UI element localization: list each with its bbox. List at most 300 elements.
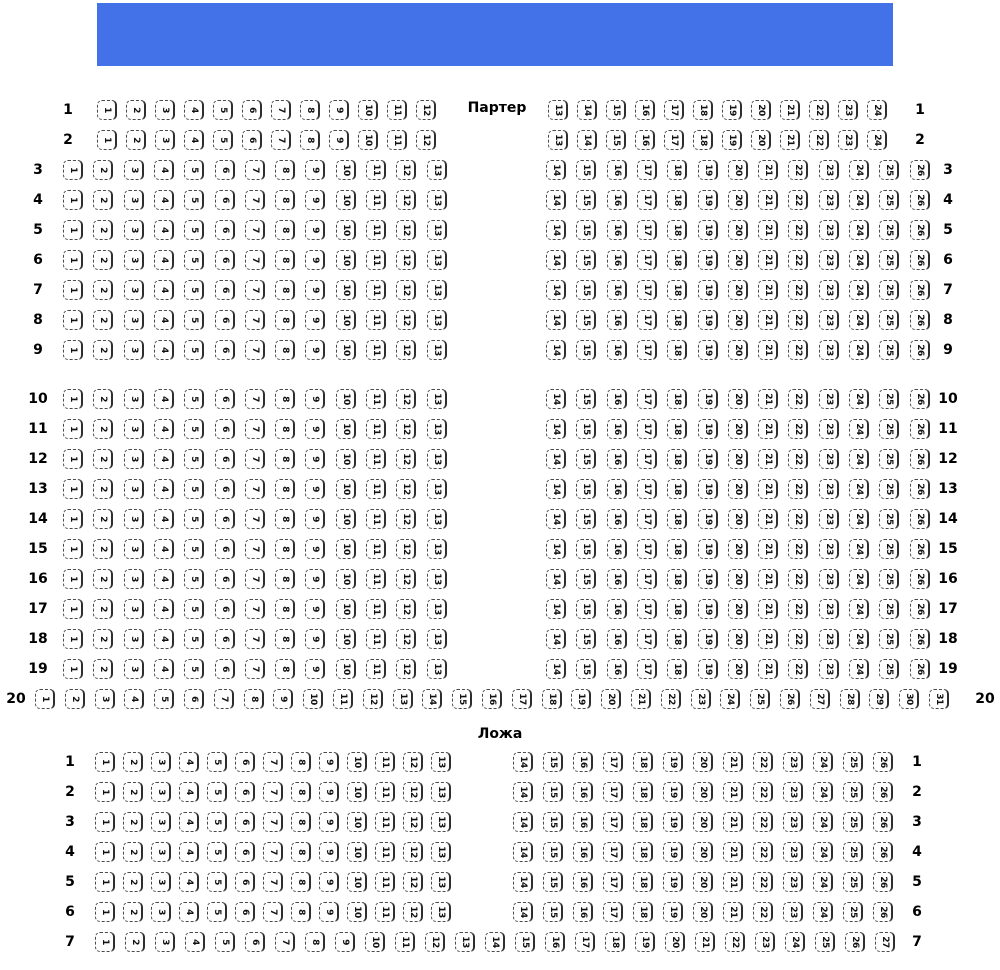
seat[interactable] xyxy=(576,220,596,240)
seat[interactable] xyxy=(427,280,447,300)
seat[interactable] xyxy=(758,190,778,210)
seat[interactable] xyxy=(275,509,295,529)
seat[interactable] xyxy=(93,449,113,469)
seat[interactable] xyxy=(215,659,235,679)
seat[interactable] xyxy=(631,689,651,709)
seat[interactable] xyxy=(63,250,83,270)
seat[interactable] xyxy=(843,902,863,922)
seat[interactable] xyxy=(366,190,386,210)
seat[interactable] xyxy=(93,310,113,330)
seat[interactable] xyxy=(723,752,743,772)
seat[interactable] xyxy=(546,659,566,679)
seat[interactable] xyxy=(275,220,295,240)
seat[interactable] xyxy=(879,599,899,619)
seat[interactable] xyxy=(633,872,653,892)
seat[interactable] xyxy=(758,340,778,360)
seat[interactable] xyxy=(758,659,778,679)
seat[interactable] xyxy=(840,689,860,709)
seat[interactable] xyxy=(366,220,386,240)
seat[interactable] xyxy=(819,539,839,559)
seat[interactable] xyxy=(396,449,416,469)
seat[interactable] xyxy=(722,130,742,150)
seat[interactable] xyxy=(336,509,356,529)
seat[interactable] xyxy=(93,389,113,409)
seat[interactable] xyxy=(245,599,265,619)
seat[interactable] xyxy=(93,509,113,529)
seat[interactable] xyxy=(607,310,627,330)
seat[interactable] xyxy=(396,250,416,270)
seat[interactable] xyxy=(275,539,295,559)
seat[interactable] xyxy=(245,509,265,529)
seat[interactable] xyxy=(633,902,653,922)
seat[interactable] xyxy=(124,599,144,619)
seat[interactable] xyxy=(873,752,893,772)
seat[interactable] xyxy=(124,220,144,240)
seat[interactable] xyxy=(813,842,833,862)
seat[interactable] xyxy=(843,872,863,892)
seat[interactable] xyxy=(633,782,653,802)
seat[interactable] xyxy=(213,130,233,150)
seat[interactable] xyxy=(607,479,627,499)
seat[interactable] xyxy=(667,310,687,330)
seat[interactable] xyxy=(667,569,687,589)
seat[interactable] xyxy=(867,130,887,150)
seat[interactable] xyxy=(576,539,596,559)
seat[interactable] xyxy=(783,902,803,922)
seat[interactable] xyxy=(263,752,283,772)
seat[interactable] xyxy=(758,280,778,300)
seat[interactable] xyxy=(577,130,597,150)
seat[interactable] xyxy=(758,479,778,499)
seat[interactable] xyxy=(576,280,596,300)
seat[interactable] xyxy=(366,539,386,559)
seat[interactable] xyxy=(758,449,778,469)
seat[interactable] xyxy=(305,340,325,360)
seat[interactable] xyxy=(546,479,566,499)
seat[interactable] xyxy=(758,310,778,330)
seat[interactable] xyxy=(637,629,657,649)
seat[interactable] xyxy=(124,340,144,360)
seat[interactable] xyxy=(664,100,684,120)
seat[interactable] xyxy=(691,689,711,709)
seat[interactable] xyxy=(396,160,416,180)
seat[interactable] xyxy=(242,100,262,120)
seat[interactable] xyxy=(633,842,653,862)
seat[interactable] xyxy=(396,659,416,679)
seat[interactable] xyxy=(576,310,596,330)
seat[interactable] xyxy=(207,812,227,832)
seat[interactable] xyxy=(849,629,869,649)
seat[interactable] xyxy=(333,689,353,709)
seat[interactable] xyxy=(728,310,748,330)
seat[interactable] xyxy=(753,752,773,772)
seat[interactable] xyxy=(783,752,803,772)
seat[interactable] xyxy=(758,419,778,439)
seat[interactable] xyxy=(155,130,175,150)
seat[interactable] xyxy=(879,659,899,679)
seat[interactable] xyxy=(154,310,174,330)
seat[interactable] xyxy=(698,449,718,469)
seat[interactable] xyxy=(783,842,803,862)
seat[interactable] xyxy=(546,539,566,559)
seat[interactable] xyxy=(427,220,447,240)
seat[interactable] xyxy=(573,782,593,802)
seat[interactable] xyxy=(95,782,115,802)
seat[interactable] xyxy=(179,812,199,832)
seat[interactable] xyxy=(728,599,748,619)
seat[interactable] xyxy=(753,782,773,802)
seat[interactable] xyxy=(819,250,839,270)
seat[interactable] xyxy=(184,689,204,709)
seat[interactable] xyxy=(780,100,800,120)
seat[interactable] xyxy=(910,220,930,240)
seat[interactable] xyxy=(637,419,657,439)
seat[interactable] xyxy=(291,782,311,802)
seat[interactable] xyxy=(728,569,748,589)
seat[interactable] xyxy=(387,100,407,120)
seat[interactable] xyxy=(785,932,805,952)
seat[interactable] xyxy=(245,280,265,300)
seat[interactable] xyxy=(431,812,451,832)
seat[interactable] xyxy=(291,812,311,832)
seat[interactable] xyxy=(667,160,687,180)
seat[interactable] xyxy=(396,310,416,330)
seat[interactable] xyxy=(849,659,869,679)
seat[interactable] xyxy=(637,539,657,559)
seat[interactable] xyxy=(93,160,113,180)
seat[interactable] xyxy=(723,842,743,862)
seat[interactable] xyxy=(546,509,566,529)
seat[interactable] xyxy=(637,220,657,240)
seat[interactable] xyxy=(601,689,621,709)
seat[interactable] xyxy=(512,689,532,709)
seat[interactable] xyxy=(215,479,235,499)
seat[interactable] xyxy=(235,872,255,892)
seat[interactable] xyxy=(154,190,174,210)
seat[interactable] xyxy=(126,130,146,150)
seat[interactable] xyxy=(245,479,265,499)
seat[interactable] xyxy=(179,902,199,922)
seat[interactable] xyxy=(336,310,356,330)
seat[interactable] xyxy=(95,752,115,772)
seat[interactable] xyxy=(849,220,869,240)
seat[interactable] xyxy=(633,752,653,772)
seat[interactable] xyxy=(698,599,718,619)
seat[interactable] xyxy=(305,599,325,619)
seat[interactable] xyxy=(698,479,718,499)
seat[interactable] xyxy=(603,902,623,922)
seat[interactable] xyxy=(154,539,174,559)
seat[interactable] xyxy=(124,389,144,409)
seat[interactable] xyxy=(753,812,773,832)
seat[interactable] xyxy=(929,689,949,709)
seat[interactable] xyxy=(275,280,295,300)
seat[interactable] xyxy=(607,509,627,529)
seat[interactable] xyxy=(93,479,113,499)
seat[interactable] xyxy=(607,340,627,360)
seat[interactable] xyxy=(207,842,227,862)
seat[interactable] xyxy=(155,932,175,952)
seat[interactable] xyxy=(215,569,235,589)
seat[interactable] xyxy=(275,599,295,619)
seat[interactable] xyxy=(725,932,745,952)
seat[interactable] xyxy=(758,220,778,240)
seat[interactable] xyxy=(336,539,356,559)
seat[interactable] xyxy=(245,629,265,649)
seat[interactable] xyxy=(275,932,295,952)
seat[interactable] xyxy=(124,190,144,210)
seat[interactable] xyxy=(910,419,930,439)
seat[interactable] xyxy=(753,842,773,862)
seat[interactable] xyxy=(819,280,839,300)
seat[interactable] xyxy=(728,539,748,559)
seat[interactable] xyxy=(154,419,174,439)
seat[interactable] xyxy=(546,220,566,240)
seat[interactable] xyxy=(695,932,715,952)
seat[interactable] xyxy=(319,842,339,862)
seat[interactable] xyxy=(849,539,869,559)
seat[interactable] xyxy=(810,689,830,709)
seat[interactable] xyxy=(207,782,227,802)
seat[interactable] xyxy=(245,340,265,360)
seat[interactable] xyxy=(843,812,863,832)
seat[interactable] xyxy=(366,629,386,649)
seat[interactable] xyxy=(607,569,627,589)
seat[interactable] xyxy=(63,449,83,469)
seat[interactable] xyxy=(849,280,869,300)
seat[interactable] xyxy=(215,629,235,649)
seat[interactable] xyxy=(753,872,773,892)
seat[interactable] xyxy=(244,689,264,709)
seat[interactable] xyxy=(788,310,808,330)
seat[interactable] xyxy=(879,419,899,439)
seat[interactable] xyxy=(366,659,386,679)
seat[interactable] xyxy=(637,509,657,529)
seat[interactable] xyxy=(603,812,623,832)
seat[interactable] xyxy=(93,659,113,679)
seat[interactable] xyxy=(347,752,367,772)
seat[interactable] xyxy=(396,220,416,240)
seat[interactable] xyxy=(546,340,566,360)
seat[interactable] xyxy=(819,389,839,409)
seat[interactable] xyxy=(215,599,235,619)
seat[interactable] xyxy=(633,812,653,832)
seat[interactable] xyxy=(548,130,568,150)
seat[interactable] xyxy=(319,812,339,832)
seat[interactable] xyxy=(751,130,771,150)
seat[interactable] xyxy=(154,220,174,240)
seat[interactable] xyxy=(546,190,566,210)
seat[interactable] xyxy=(123,782,143,802)
seat[interactable] xyxy=(63,340,83,360)
seat[interactable] xyxy=(291,842,311,862)
seat[interactable] xyxy=(693,100,713,120)
seat[interactable] xyxy=(154,280,174,300)
seat[interactable] xyxy=(336,190,356,210)
seat[interactable] xyxy=(184,509,204,529)
seat[interactable] xyxy=(387,130,407,150)
seat[interactable] xyxy=(758,389,778,409)
seat[interactable] xyxy=(698,310,718,330)
seat[interactable] xyxy=(366,509,386,529)
seat[interactable] xyxy=(93,419,113,439)
seat[interactable] xyxy=(698,509,718,529)
seat[interactable] xyxy=(698,629,718,649)
seat[interactable] xyxy=(542,689,562,709)
seat[interactable] xyxy=(693,812,713,832)
seat[interactable] xyxy=(93,250,113,270)
seat[interactable] xyxy=(873,872,893,892)
seat[interactable] xyxy=(151,902,171,922)
seat[interactable] xyxy=(663,902,683,922)
seat[interactable] xyxy=(899,689,919,709)
seat[interactable] xyxy=(124,280,144,300)
seat[interactable] xyxy=(576,419,596,439)
seat[interactable] xyxy=(637,389,657,409)
seat[interactable] xyxy=(151,752,171,772)
seat[interactable] xyxy=(124,310,144,330)
seat[interactable] xyxy=(910,629,930,649)
seat[interactable] xyxy=(375,902,395,922)
seat[interactable] xyxy=(910,509,930,529)
seat[interactable] xyxy=(910,389,930,409)
seat[interactable] xyxy=(637,599,657,619)
seat[interactable] xyxy=(546,599,566,619)
seat[interactable] xyxy=(366,310,386,330)
seat[interactable] xyxy=(305,419,325,439)
seat[interactable] xyxy=(207,902,227,922)
seat[interactable] xyxy=(396,569,416,589)
seat[interactable] xyxy=(849,310,869,330)
seat[interactable] xyxy=(151,872,171,892)
seat[interactable] xyxy=(335,932,355,952)
seat[interactable] xyxy=(35,689,55,709)
seat[interactable] xyxy=(305,160,325,180)
seat[interactable] xyxy=(184,389,204,409)
seat[interactable] xyxy=(427,160,447,180)
seat[interactable] xyxy=(273,689,293,709)
seat[interactable] xyxy=(813,752,833,772)
seat[interactable] xyxy=(576,190,596,210)
seat[interactable] xyxy=(184,539,204,559)
seat[interactable] xyxy=(329,130,349,150)
seat[interactable] xyxy=(637,160,657,180)
seat[interactable] xyxy=(396,479,416,499)
seat[interactable] xyxy=(667,539,687,559)
seat[interactable] xyxy=(879,509,899,529)
seat[interactable] xyxy=(665,932,685,952)
seat[interactable] xyxy=(395,932,415,952)
seat[interactable] xyxy=(819,629,839,649)
seat[interactable] xyxy=(215,449,235,469)
seat[interactable] xyxy=(780,689,800,709)
seat[interactable] xyxy=(635,130,655,150)
seat[interactable] xyxy=(910,659,930,679)
seat[interactable] xyxy=(427,250,447,270)
seat[interactable] xyxy=(93,280,113,300)
seat[interactable] xyxy=(124,689,144,709)
seat[interactable] xyxy=(427,449,447,469)
seat[interactable] xyxy=(124,569,144,589)
seat[interactable] xyxy=(275,340,295,360)
seat[interactable] xyxy=(63,539,83,559)
seat[interactable] xyxy=(543,812,563,832)
seat[interactable] xyxy=(347,872,367,892)
seat[interactable] xyxy=(305,190,325,210)
seat[interactable] xyxy=(849,449,869,469)
seat[interactable] xyxy=(783,872,803,892)
seat[interactable] xyxy=(275,479,295,499)
seat[interactable] xyxy=(819,419,839,439)
seat[interactable] xyxy=(291,752,311,772)
seat[interactable] xyxy=(728,509,748,529)
seat[interactable] xyxy=(637,190,657,210)
seat[interactable] xyxy=(403,782,423,802)
seat[interactable] xyxy=(879,220,899,240)
seat[interactable] xyxy=(543,902,563,922)
seat[interactable] xyxy=(515,932,535,952)
seat[interactable] xyxy=(396,280,416,300)
seat[interactable] xyxy=(788,190,808,210)
seat[interactable] xyxy=(305,449,325,469)
seat[interactable] xyxy=(63,389,83,409)
seat[interactable] xyxy=(275,250,295,270)
seat[interactable] xyxy=(151,812,171,832)
seat[interactable] xyxy=(245,449,265,469)
seat[interactable] xyxy=(93,340,113,360)
seat[interactable] xyxy=(698,250,718,270)
seat[interactable] xyxy=(427,190,447,210)
seat[interactable] xyxy=(124,419,144,439)
seat[interactable] xyxy=(879,539,899,559)
seat[interactable] xyxy=(607,389,627,409)
seat[interactable] xyxy=(758,509,778,529)
seat[interactable] xyxy=(305,659,325,679)
seat[interactable] xyxy=(879,280,899,300)
seat[interactable] xyxy=(698,539,718,559)
seat[interactable] xyxy=(698,419,718,439)
seat[interactable] xyxy=(184,629,204,649)
seat[interactable] xyxy=(485,932,505,952)
seat[interactable] xyxy=(576,569,596,589)
seat[interactable] xyxy=(637,280,657,300)
seat[interactable] xyxy=(845,932,865,952)
seat[interactable] xyxy=(753,902,773,922)
seat[interactable] xyxy=(546,280,566,300)
seat[interactable] xyxy=(431,842,451,862)
seat[interactable] xyxy=(667,389,687,409)
seat[interactable] xyxy=(576,389,596,409)
seat[interactable] xyxy=(663,752,683,772)
seat[interactable] xyxy=(543,842,563,862)
seat[interactable] xyxy=(667,280,687,300)
seat[interactable] xyxy=(184,479,204,499)
seat[interactable] xyxy=(93,190,113,210)
seat[interactable] xyxy=(849,160,869,180)
seat[interactable] xyxy=(667,250,687,270)
seat[interactable] xyxy=(403,872,423,892)
seat[interactable] xyxy=(263,872,283,892)
seat[interactable] xyxy=(879,569,899,589)
seat[interactable] xyxy=(336,160,356,180)
seat[interactable] xyxy=(154,569,174,589)
seat[interactable] xyxy=(546,250,566,270)
seat[interactable] xyxy=(154,250,174,270)
seat[interactable] xyxy=(207,872,227,892)
seat[interactable] xyxy=(819,220,839,240)
seat[interactable] xyxy=(663,842,683,862)
seat[interactable] xyxy=(151,782,171,802)
